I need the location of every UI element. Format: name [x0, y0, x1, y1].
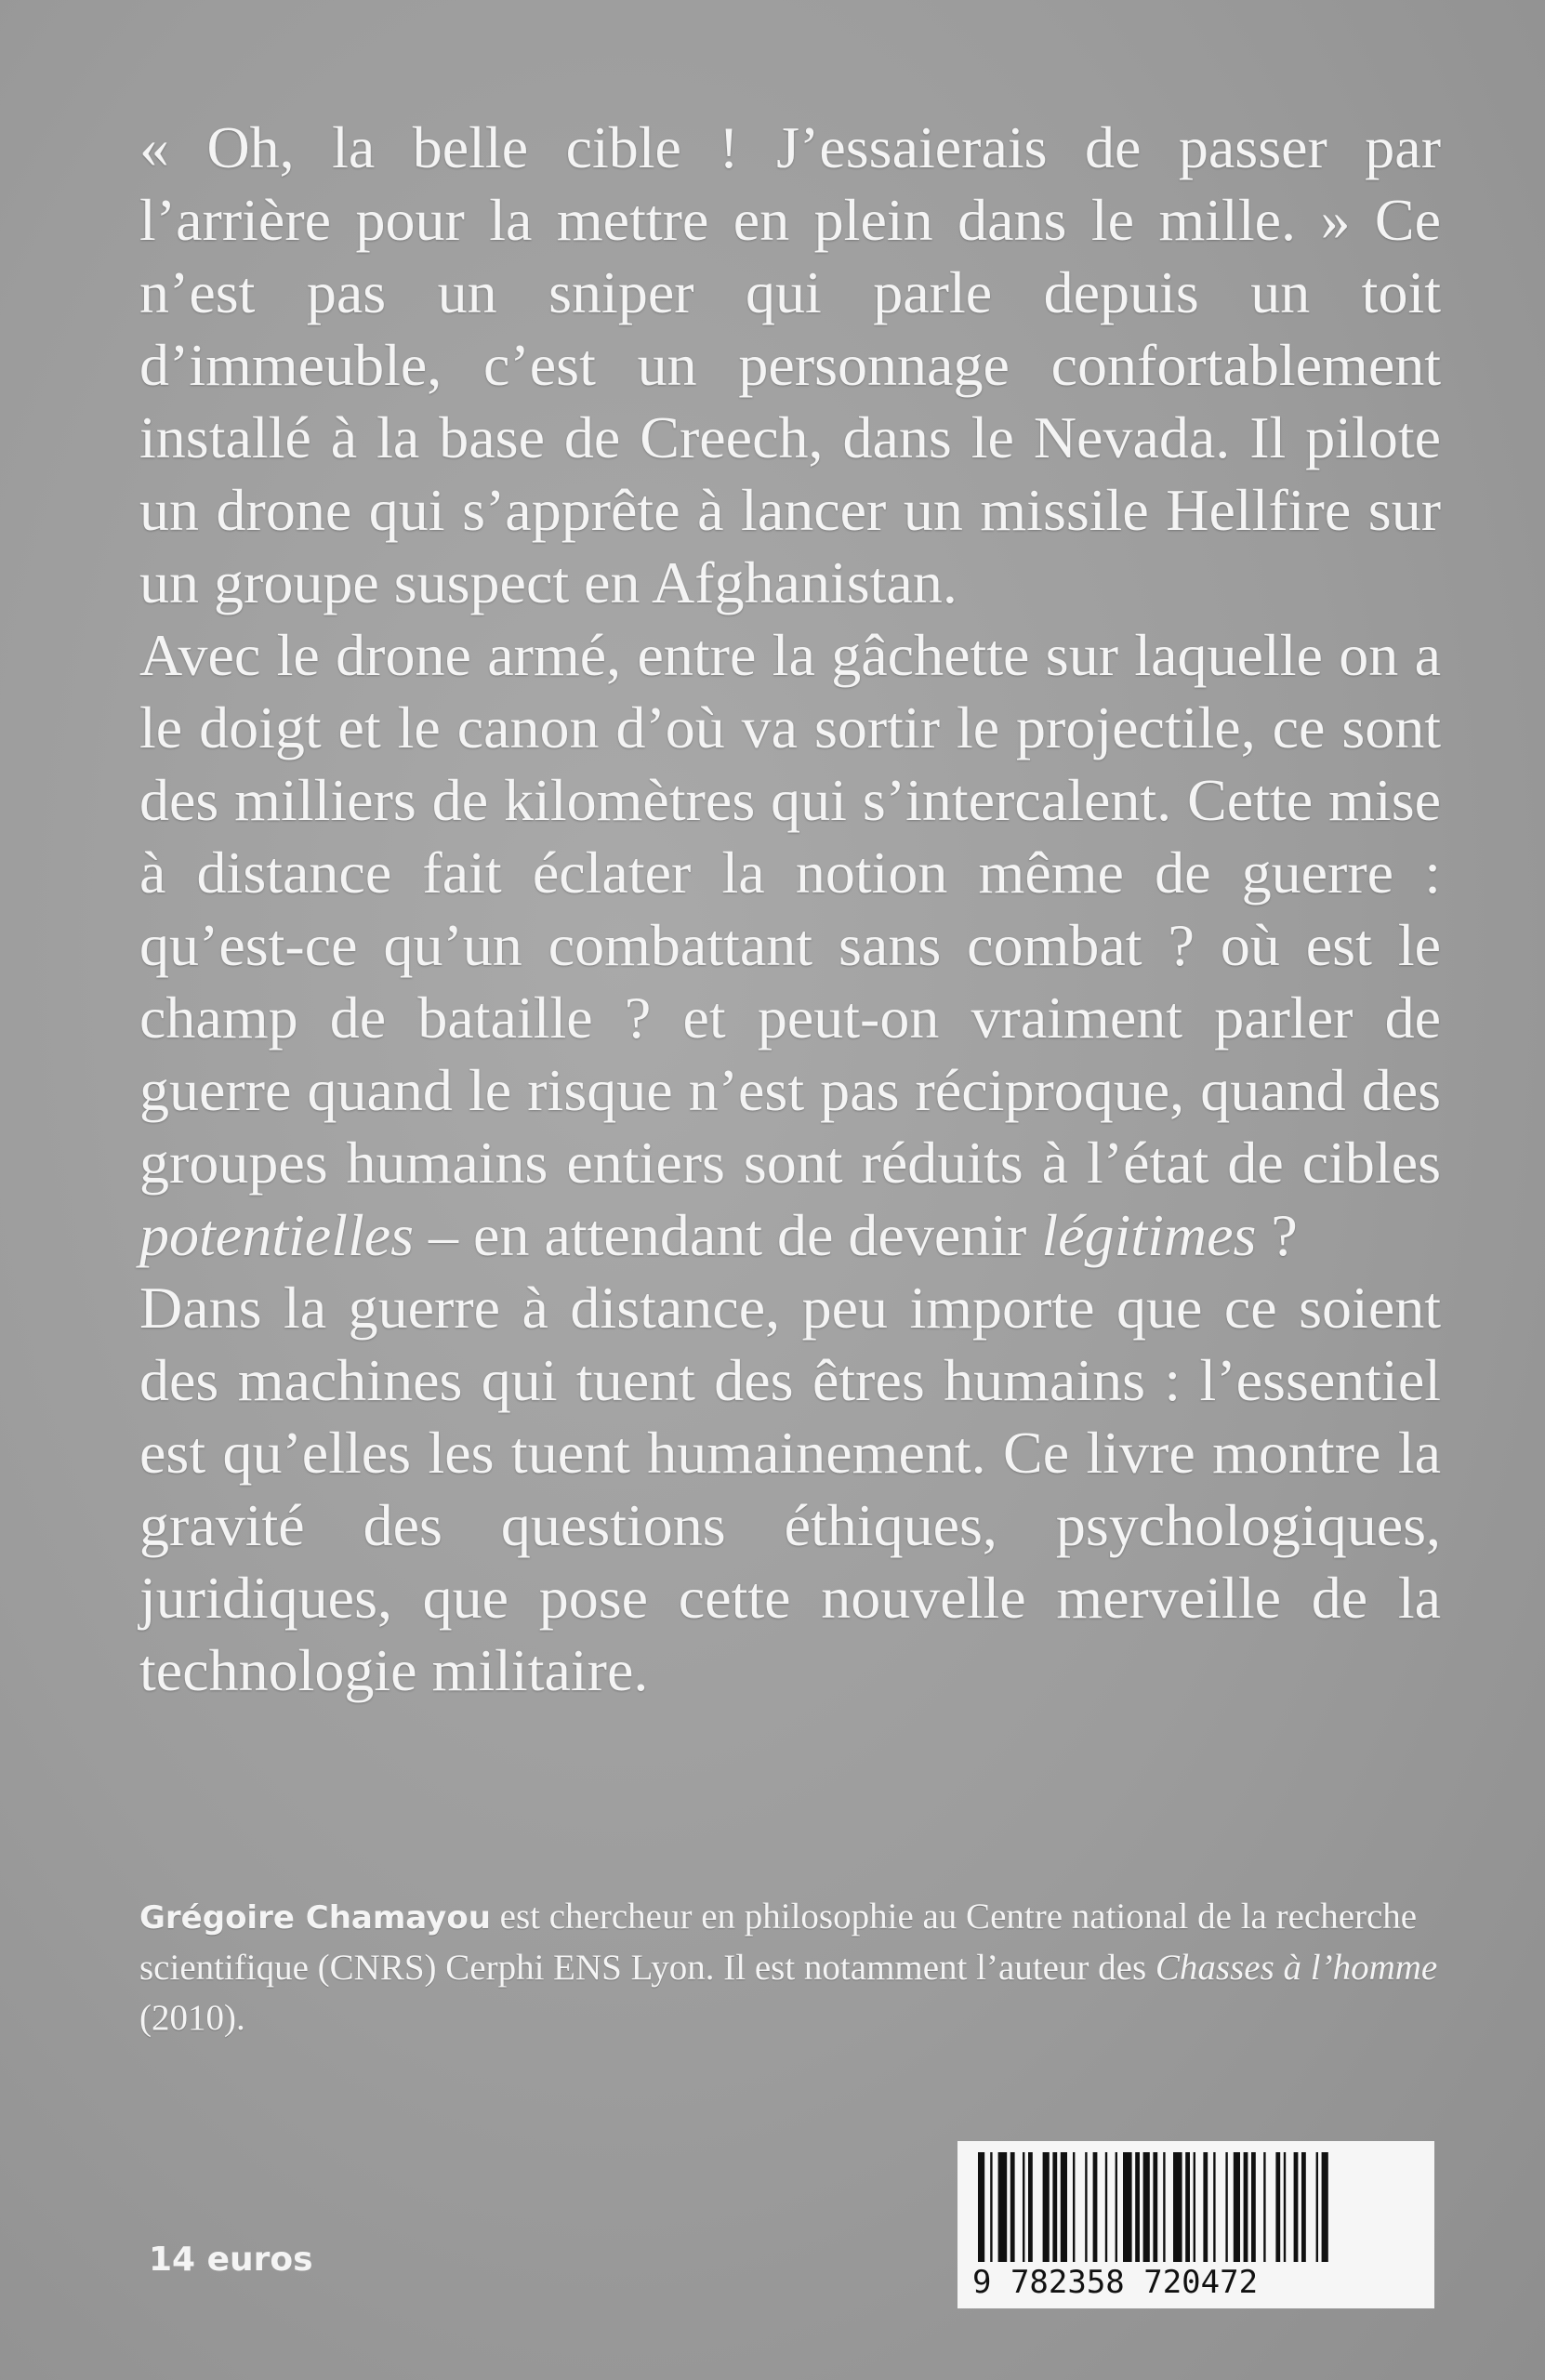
barcode-bar [1143, 2152, 1150, 2262]
blurb-paragraph-1: « Oh, la belle cible ! J’essaierais de passer par l’arrière pour la mettre en plein dans le mille. » Ce n’est pas un sniper qui parle depuis un toit d’immeuble, c’est un personnage confortablement installé à la base de Creech, dans le Nevada. Il pilote un drone qui s’apprête à lancer un missile Hellfire sur un groupe suspect en Afghanistan. [139, 114, 1441, 615]
barcode-bar [1085, 2152, 1087, 2262]
barcode-bar [1294, 2152, 1299, 2262]
barcode-bar [1203, 2152, 1208, 2262]
barcode-bar [1153, 2152, 1157, 2262]
barcode-bar [1185, 2152, 1190, 2262]
barcode-bar [990, 2152, 992, 2262]
barcode-bar [1322, 2152, 1328, 2262]
barcode-bar [1263, 2152, 1265, 2262]
isbn-barcode [957, 2141, 1434, 2308]
barcode-bar [1043, 2152, 1050, 2262]
blurb-p2-italic-legitimes: légitimes [1041, 1202, 1257, 1268]
bio-text-2: (2010). [139, 1998, 245, 2038]
barcode-bar [1023, 2152, 1024, 2262]
barcode-bar [1123, 2152, 1132, 2262]
barcode-bar [1010, 2152, 1015, 2262]
barcode-bar [1244, 2152, 1248, 2262]
barcode-bar [978, 2152, 984, 2262]
barcode-bar [1105, 2152, 1107, 2262]
barcode-bar [1251, 2152, 1256, 2262]
blurb-p2-text-1: Avec le drone armé, entre la gâchette sur laquelle on a le doigt et le canon d’où va sortir le projectile, ce sont des milliers de kilomètres qui s’intercalent. Cette mise à distance fait éclater la notion même de guerre : qu’est-ce qu’un combattant sans combat ? où est le champ de bataille ? et peut-on vraiment parler de guerre quand le risque n’est pas réciproque, quand des groupes humains entiers sont réduits à l’état de cibles [139, 622, 1441, 1196]
barcode-bar [1225, 2152, 1227, 2262]
barcode-bar [1093, 2152, 1098, 2262]
barcode-bar [1116, 2152, 1117, 2262]
price-label: 14 euros [149, 2241, 313, 2279]
barcode-bar [1173, 2152, 1182, 2262]
bio-text-1: est chercheur en philosophie au Centre national de la recherche scientifique (CNRS) Cerphi ENS Lyon. Il est notamment l’auteur des [139, 1897, 1418, 1988]
barcode-bars [972, 2152, 1420, 2262]
blurb-p2-text-3: ? [1256, 1202, 1298, 1268]
blurb-text [139, 112, 1441, 1707]
barcode-bar [1061, 2152, 1067, 2262]
barcode-bar [1301, 2152, 1306, 2262]
blurb-paragraph-3: Dans la guerre à distance, peu importe que ce soient des machines qui tuent des êtres humains : l’essentiel est qu’elles les tuent humainement. Ce livre montre la gravité des questions éthiques, psychologiques, juridiques, que pose cette nouvelle merveille de la technologie militaire. [139, 1275, 1441, 1703]
author-name: Grégoire Chamayou [139, 1899, 491, 1937]
blurb-p2-text-2: – en attendant de devenir [414, 1202, 1042, 1268]
blurb-paragraph-2 [139, 619, 1441, 1272]
bio-book-title: Chasses à l’homme [1155, 1948, 1438, 1988]
barcode-bar [1135, 2152, 1140, 2262]
barcode-bar [1284, 2152, 1286, 2262]
barcode-bar [1028, 2152, 1033, 2262]
author-bio [139, 1892, 1441, 2043]
barcode-bar [998, 2152, 1008, 2262]
barcode-bar [1163, 2152, 1165, 2262]
barcode-bar [1194, 2152, 1195, 2262]
barcode-digits: 9 782358 720472 [972, 2264, 1259, 2301]
barcode-bar [1213, 2152, 1215, 2262]
barcode-bar [1234, 2152, 1240, 2262]
barcode-bar [1052, 2152, 1057, 2262]
barcode-bar [1073, 2152, 1075, 2262]
blurb-p2-italic-potentielles: potentielles [139, 1202, 415, 1268]
barcode-bar [1316, 2152, 1318, 2262]
barcode-bar [1275, 2152, 1280, 2262]
